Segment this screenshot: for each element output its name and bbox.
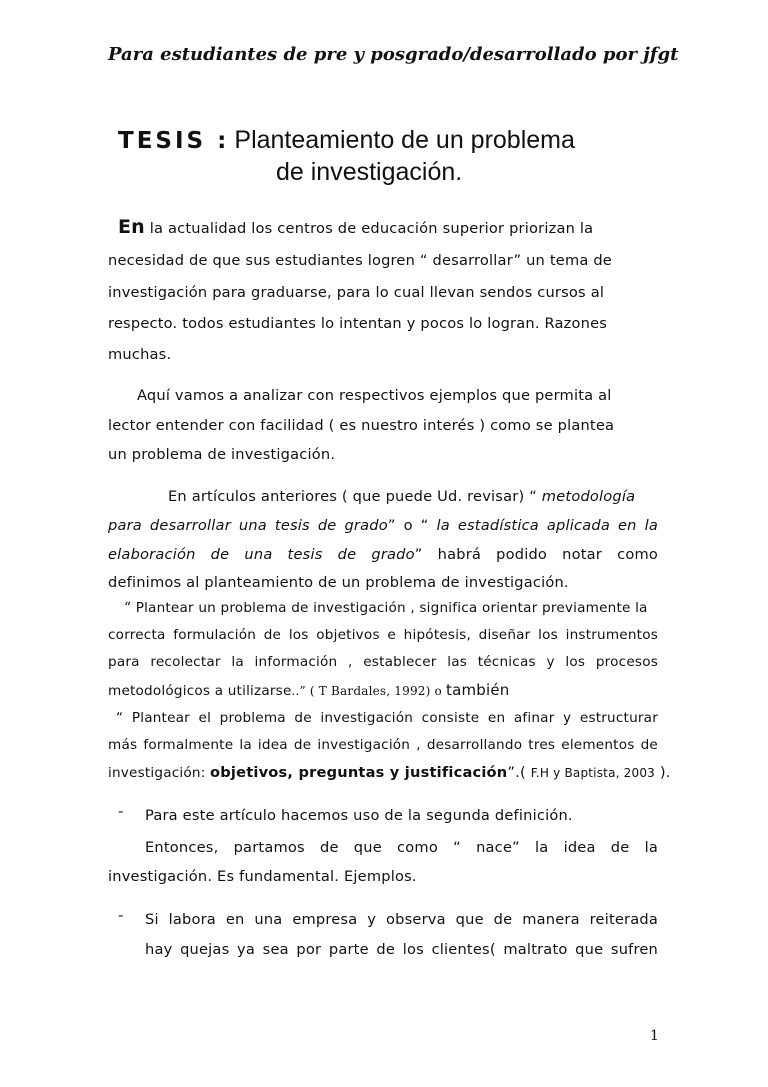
quote1-line4: metodológicos a utilizarse..” ( T Bardales, 1992) o también	[108, 681, 510, 699]
page-header: Para estudiantes de pre y posgrado/desarrollado por jfgt	[108, 44, 679, 65]
para1-line1: En la actualidad los centros de educación superior priorizan la	[118, 216, 594, 238]
bullet1-dash: -	[118, 803, 124, 820]
quote1-line1: “ Plantear un problema de investigación , significa orientar previamente la	[124, 600, 648, 616]
para1-line4: respecto. todos estudiantes lo intentan y pocos lo logran. Razones	[108, 315, 608, 332]
bullet1-line2: Entonces, partamos de que como “ nace” la idea de la	[145, 839, 658, 856]
bullet1-line1: Para este artículo hacemos uso de la segunda definición.	[145, 807, 573, 824]
bullet1-line3: investigación. Es fundamental. Ejemplos.	[108, 868, 417, 885]
title-line2: de investigación.	[276, 158, 463, 186]
para3-line4: definimos al planteamiento de un problema de investigación.	[108, 574, 569, 591]
bullet2-line2: hay quejas ya sea por parte de los clientes( maltrato que sufren	[145, 941, 658, 958]
quote2-line2: más formalmente la idea de investigación , desarrollando tres elementos de	[108, 737, 658, 753]
page-title	[118, 126, 678, 186]
para3-line2: para desarrollar una tesis de grado” o “ la estadística aplicada en la	[108, 517, 658, 534]
para3-line3: elaboración de una tesis de grado” habrá podido notar como	[108, 546, 658, 563]
quote1-line3: para recolectar la información , establecer las técnicas y los procesos	[108, 654, 658, 670]
para2-line3: un problema de investigación.	[108, 446, 336, 463]
para3-line1: En artículos anteriores ( que puede Ud. revisar) “ metodología	[168, 488, 636, 505]
title-tag: TESIS :	[118, 128, 230, 154]
quote1-line2: correcta formulación de los objetivos e hipótesis, diseñar los instrumentos	[108, 627, 658, 643]
para1-line2: necesidad de que sus estudiantes logren “ desarrollar” un tema de	[108, 252, 612, 269]
para1-line3: investigación para graduarse, para lo cual llevan sendos cursos al	[108, 284, 605, 301]
page-number: 1	[650, 1028, 659, 1044]
bullet2-line1: Si labora en una empresa y observa que de manera reiterada	[145, 911, 658, 928]
bullet2-dash: -	[118, 907, 124, 924]
para1-line5: muchas.	[108, 346, 172, 363]
title-main: Planteamiento de un problema	[234, 126, 575, 154]
para2-line1: Aquí vamos a analizar con respectivos ejemplos que permita al	[137, 387, 612, 404]
quote2-line1: “ Plantear el problema de investigación consiste en afinar y estructurar	[116, 710, 658, 726]
para2-line2: lector entender con facilidad ( es nuestro interés ) como se plantea	[108, 417, 615, 434]
quote2-line3: investigación: objetivos, preguntas y justificación”.( F.H y Baptista, 2003 ).	[108, 764, 671, 781]
